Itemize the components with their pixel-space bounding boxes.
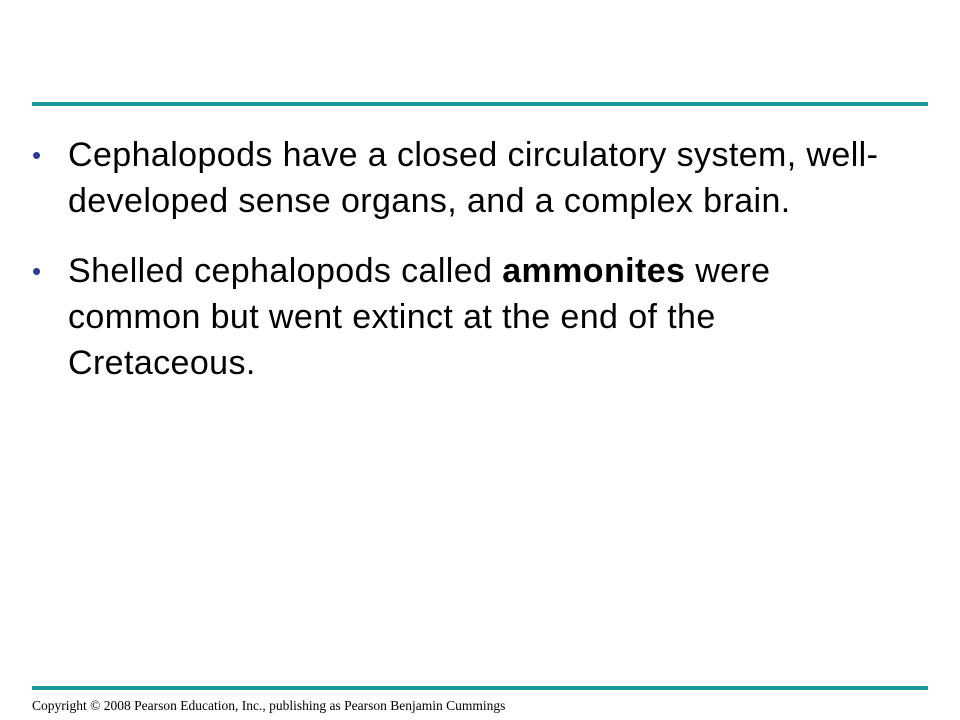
copyright-footer: Copyright © 2008 Pearson Education, Inc., publishing as Pearson Benjamin Cummings — [32, 698, 506, 713]
bullet-item — [30, 132, 910, 224]
bullet-list — [30, 132, 910, 410]
bullet-text: Cephalopods have a closed circulatory system, well-developed sense organs, and a complex brain. — [68, 136, 879, 220]
bullet-marker: • — [32, 140, 42, 170]
bullet-marker: • — [32, 256, 42, 286]
bullet-text-before: Shelled cephalopods called — [68, 252, 503, 290]
top-divider — [32, 102, 928, 106]
bullet-text — [68, 252, 770, 382]
bullet-text-after: were common but went extinct at the end of the Cretaceous. — [68, 252, 771, 382]
bottom-divider — [32, 686, 928, 690]
bold-term: ammonites — [502, 252, 686, 290]
bullet-item — [30, 248, 910, 386]
